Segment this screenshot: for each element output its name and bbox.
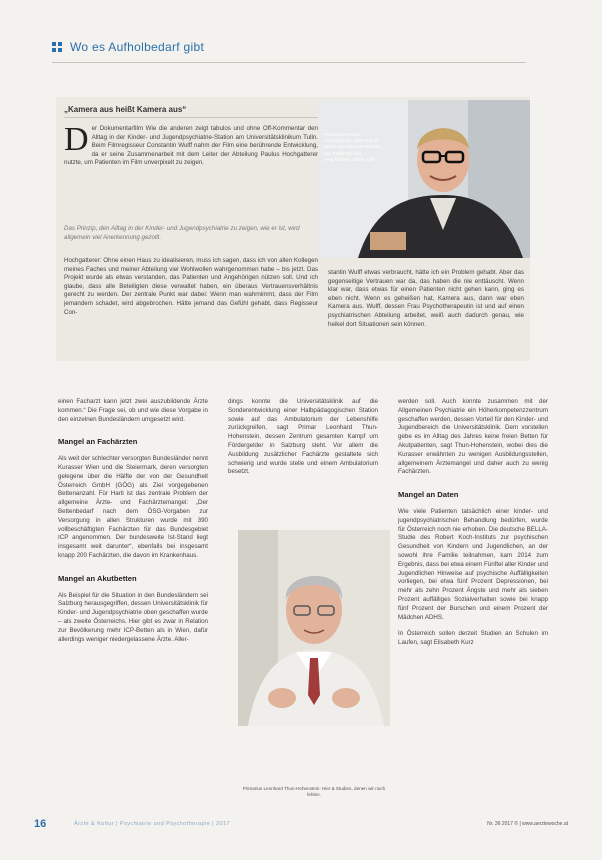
photo-caption: Primararzt Paulus Hochgatterer: „Das Projekt wurde als etwas verstanden, das Patienten und Angehörigen nützen soll.“: [324, 132, 383, 162]
paragraph: Wie viele Patienten tatsächlich einer kinder- und jugendpsychiatrischen Behandlung bedürfen, wurde für Österreich noch nie erhoben. Die deutsche BELLA-Studie des Robert Koch-Instituts zur psychischen Gesundheit von Kindern und Jugendlichen, an der sowohl ihre Familie teilnahmen, kam 2014 zum Ergebnis, dass bei etwa einem Fünftel aller Kinder und Jugendlichen Hinweise auf psychische Auffälligkeiten vorliegen, bei etwa fünf Prozent Depressionen, bei mehr als zehn Prozent Ängste und mehr als sieben Prozent auffälliges Sozialverhalten sowie bei knapp fünf Prozent der Burschen und einem Prozent der Mädchen ADHS.: [398, 507, 548, 621]
box-intro-text: er Dokumentarfilm Wie die anderen zeigt tabulos und ohne Off-Kommentar den Alltag in der Kinder- und Jugendpsychiatrie-Station am Universitätsklinikum Tulln. Beim Filmregisseur Constantin Wulff nahm der Film eine berührende Entwicklung, da er seine Zusammenarbeit mit dem Leiter der Abteilung Paulus Hochgatterer nutzte, um Patienten im Film unverpixelt zu zeigen.: [64, 125, 318, 167]
paragraph: Als weit der schlechter versorgten Bundesländer nennt Kurasser Wien und die Steiermark, deren versorgten gelegene über die Hälfte der von der Gesundheit Österreich GmbH (GÖG) als Ziel vorgegebenen Bettenanzahl. Für Harti ist das zentrale Problem der allgemeine Ärzte- und Fachärztemangel: „Der Bettenbedarf nach dem ÖSG-Vorgaben zur Versorgung in allen Strukturen wurde mit 390 vollbeschäftigten Fachärzten für das Bundesgebiet ICP angenommen. Der bundesweite Ist-Stand liegt insgesamt weit darunter“, ebenfalls bei insgesamt knapp 200 Fachärzten, die davon im Krankenhaus.: [58, 455, 208, 559]
box-title: „Kamera aus heißt Kamera aus“: [64, 105, 187, 114]
article-column-2: [228, 398, 378, 477]
subheading: Mangel an Fachärzten: [58, 437, 138, 447]
grid-icon: [52, 42, 62, 52]
portrait-photo-thun-hohenstein: [238, 530, 390, 726]
paragraph: Als Beispiel für die Situation in den Bundesländern sei Salzburg herausgegriffen, dessen Universitätsklinik für Kinder- und Jugendpsychiatrie oben geschaffen wurde – als zweite Österreichs. Hier gibt es zwar in Relation zur Bevölkerung mehr ICP-Betten als in Wien, dafür allerdings weniger niedergelassene Ärzte. Aller-: [58, 591, 208, 643]
page-footer: [34, 818, 568, 832]
portrait-photo-hochgatterer: [318, 100, 530, 258]
box-question: Das Prinzip, den Alltag in der Kinder- und Jugendpsychiatrie zu zeigen, wie er ist, wird allgemein viel Anerkennung gezollt.: [64, 225, 300, 241]
article-column-1: [58, 398, 208, 644]
photo-caption: Primarius Leonhard Thun-Hohenstein: Hier & Studien, denen wir noch fehlen.: [242, 786, 386, 798]
box-answer-col2: stantin Wulff etwas verbraucht, hätte ich ein Problem gehabt. Aber das gegenseitige Vertrauen war da, das haben die nie enttäuscht. Wenn klar war, dass etwas für einen Patienten nicht gehen kann, ging es eben nicht. Wenn es geheißen hat, Kamera aus, dann war eben Kamera aus. Wulff, dessen Frau Psychotherapeutin ist und auf einen psychiatrischen Abteilung arbeitet, weiß auch dadurch genau, wie heikel dort Situationen sein können.: [328, 269, 524, 328]
subheading: Mangel an Akutbetten: [58, 573, 137, 583]
subheading: Mangel an Daten: [398, 490, 459, 500]
footer-section-label: Ärzte & Kultur | Psychiatrie und Psychotherapie | 2017: [74, 821, 231, 827]
paragraph: einen Facharzt kann jetzt zwei auszubildende Ärzte kommen.“ Die Frage sei, ob und wie diese Vorgabe in den einzelnen Bundesländern umgesetzt wird.: [58, 398, 208, 423]
paragraph: In Österreich sollen derzeit Studien an Schulen im Laufen, sagt Elisabeth Kurz: [398, 630, 548, 647]
footer-issue-info: Nr. 36 2017 © | www.aerztewoche.at: [487, 821, 568, 827]
page-number: 16: [34, 818, 47, 830]
box-answer-col1: Hochgatterer: Ohne einen Haus zu idealisieren, muss ich sagen, dass ich von allen Kollegen meines Faches und meiner Abteilung viel Wohlwollen wahrgenommen habe – bis jetzt. Das Projekt wurde als etwas verstanden, das Patienten und Angehörigen nützen soll. Und ich glaube, dass alle Beteiligten diese verwaltet haben, ein überaus Vertrauensverhältnis gerecht zu werden. Der zentrale Punkt war dabei: Wenn man wahrnimmt, dass der Film jemandem schadet, wird abgebrochen. Hätte jemand das Gefühl gehabt, dass Regisseur Con-: [64, 257, 318, 316]
paragraph: dings konnte die Universitätsklinik auf die Sonderentwicklung einer Halbpädagogischen Station sowie auf das Ambulatorium der Lebenshilfe zurückgreifen, sagt Primar Leonhard Thun-Hohenstein, dessen Zentrum gesamten Kampf um Fördergelder in Salzburg steht. Vor allem die Ausbildung zusätzlicher Fachärzte gestaltete sich schwierig und wurde stelle und einem Ambulatorium besetzt.: [228, 398, 378, 476]
article-column-3: [398, 398, 548, 648]
drop-cap: D: [64, 121, 89, 158]
box-intro: [64, 121, 318, 168]
paragraph: werden soll. Auch konnte zusammen mit der Allgemeinen Psychiatrie ein Höherkompetenzzentrum geschaffen werden, dessen Vorteil für den Kinder- und Jugendbereich die Universitätsklinik. Dem vorstellen gebe es im Alltag des Jahres keine freien Betten für Akutpatienten, sagt Thun-Hohenstein, wobei dies die Kurasser erwähnten zu wenigen Ausbildungsstellen, allgemeinem Ärztemangel und daher auch zu wenig Fachärzten.: [398, 398, 548, 476]
section-title: Wo es Aufholbedarf gibt: [70, 40, 205, 54]
divider: [64, 117, 318, 118]
divider: [52, 62, 526, 63]
section-header: [52, 40, 204, 54]
